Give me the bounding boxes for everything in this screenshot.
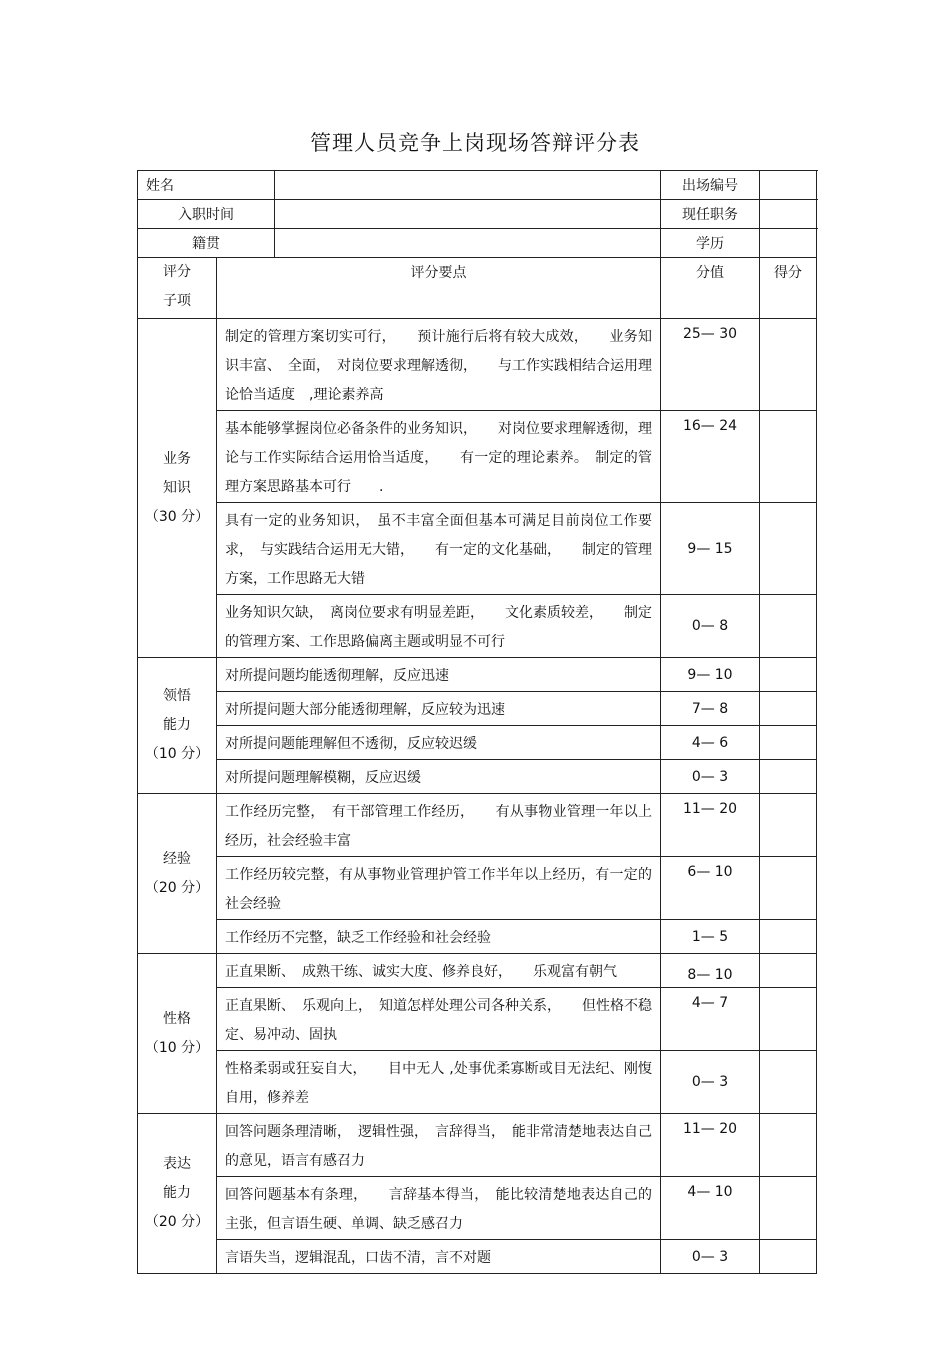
- criteria-description: 对所提问题均能透彻理解，反应迅速: [217, 658, 661, 692]
- score-cell[interactable]: [760, 1114, 817, 1177]
- criteria-row: [138, 954, 817, 988]
- criteria-row: [138, 411, 817, 503]
- info-row-origin: [138, 229, 817, 258]
- order-label: 出场编号: [661, 171, 760, 200]
- category-label-line: 表达: [163, 1156, 191, 1172]
- criteria-row: [138, 692, 817, 726]
- category-label-line: 能力: [163, 1185, 191, 1201]
- criteria-description: 言语失当，逻辑混乱，口齿不清，言不对题: [217, 1240, 661, 1274]
- category-label-line: （30 分）: [144, 508, 210, 525]
- category-expression: [138, 1114, 217, 1274]
- score-cell[interactable]: [760, 920, 817, 954]
- category-label-line: 知识: [163, 479, 191, 496]
- criteria-description: 工作经历不完整，缺乏工作经验和社会经验: [217, 920, 661, 954]
- score-cell[interactable]: [760, 988, 817, 1051]
- points-range: 9— 10: [661, 658, 760, 692]
- category-label-line: 业务: [163, 450, 191, 467]
- points-range: 0— 8: [661, 595, 760, 658]
- scoring-table: [137, 170, 817, 1274]
- score-cell[interactable]: [760, 692, 817, 726]
- points-range: 0— 3: [661, 1240, 760, 1274]
- category-business: [138, 319, 217, 658]
- header-points: 分值: [661, 258, 760, 319]
- position-field[interactable]: [760, 200, 817, 229]
- criteria-row: [138, 920, 817, 954]
- criteria-row: [138, 1051, 817, 1114]
- score-cell[interactable]: [760, 503, 817, 595]
- criteria-row: [138, 1177, 817, 1240]
- criteria-row: [138, 1240, 817, 1274]
- criteria-description: 具有一定的业务知识， 虽不丰富全面但基本可满足目前岗位工作要求， 与实践结合运用无大错， 有一定的文化基础， 制定的管理方案，工作思路无大错: [217, 503, 661, 595]
- info-row-join: [138, 200, 817, 229]
- info-row-name: [138, 171, 817, 200]
- criteria-description: 基本能够掌握岗位必备条件的业务知识， 对岗位要求理解透彻，理论与工作实际结合运用恰当适度， 有一定的理论素养。 制定的管理方案思路基本可行 .: [217, 411, 661, 503]
- category-experience: [138, 794, 217, 954]
- points-range: 25— 30: [661, 319, 760, 411]
- criteria-description: 工作经历完整， 有干部管理工作经历， 有从事物业管理一年以上经历，社会经验丰富: [217, 794, 661, 857]
- category-label-line: 经验: [163, 850, 191, 867]
- score-cell[interactable]: [760, 726, 817, 760]
- category-label-line: 领悟: [163, 688, 191, 704]
- criteria-row: [138, 988, 817, 1051]
- category-label-line: 性格: [163, 1010, 191, 1027]
- criteria-description: 回答问题基本有条理， 言辞基本得当， 能比较清楚地表达自己的主张，但言语生硬、单调、缺乏感召力: [217, 1177, 661, 1240]
- category-label-line: （20 分）: [144, 1214, 210, 1230]
- points-range: 9— 15: [661, 503, 760, 595]
- points-range: 0— 3: [661, 1051, 760, 1114]
- category-label-line: （20 分）: [144, 879, 210, 896]
- criteria-row: [138, 1114, 817, 1177]
- points-range: 1— 5: [661, 920, 760, 954]
- points-range: 8— 10: [661, 954, 760, 988]
- criteria-row: [138, 319, 817, 411]
- points-range: 4— 7: [661, 988, 760, 1051]
- criteria-description: 正直果断、 成熟干练、诚实大度、修养良好， 乐观富有朝气: [217, 954, 661, 988]
- points-range: 16— 24: [661, 411, 760, 503]
- category-comprehension: [138, 658, 217, 794]
- header-item-line1: 评分: [163, 264, 191, 280]
- criteria-description: 制定的管理方案切实可行， 预计施行后将有较大成效， 业务知识丰富、 全面， 对岗位要求理解透彻， 与工作实践相结合运用理论恰当适度 ,理论素养高: [217, 319, 661, 411]
- points-range: 4— 6: [661, 726, 760, 760]
- score-cell[interactable]: [760, 857, 817, 920]
- criteria-description: 性格柔弱或狂妄自大， 目中无人 ,处事优柔寡断或目无法纪、刚愎自用，修养差: [217, 1051, 661, 1114]
- score-cell[interactable]: [760, 760, 817, 794]
- points-range: 6— 10: [661, 857, 760, 920]
- header-item-line2: 子项: [163, 293, 191, 309]
- points-range: 11— 20: [661, 1114, 760, 1177]
- score-cell[interactable]: [760, 1051, 817, 1114]
- criteria-description: 对所提问题理解模糊，反应迟缓: [217, 760, 661, 794]
- form-title: 管理人员竞争上岗现场答辩评分表: [310, 131, 640, 155]
- criteria-description: 正直果断、 乐观向上， 知道怎样处理公司各种关系， 但性格不稳定、易冲动、固执: [217, 988, 661, 1051]
- score-cell[interactable]: [760, 595, 817, 658]
- score-cell[interactable]: [760, 1240, 817, 1274]
- name-label: 姓名: [138, 171, 275, 200]
- points-range: 0— 3: [661, 760, 760, 794]
- score-cell[interactable]: [760, 1177, 817, 1240]
- category-label-line: （10 分）: [144, 1039, 210, 1056]
- score-cell[interactable]: [760, 658, 817, 692]
- join-label: 入职时间: [138, 200, 275, 229]
- criteria-description: 回答问题条理清晰， 逻辑性强， 言辞得当， 能非常清楚地表达自己的意见，语言有感召力: [217, 1114, 661, 1177]
- criteria-row: [138, 595, 817, 658]
- edu-label: 学历: [661, 229, 760, 258]
- points-range: 4— 10: [661, 1177, 760, 1240]
- score-cell[interactable]: [760, 794, 817, 857]
- criteria-row: [138, 658, 817, 692]
- criteria-row: [138, 726, 817, 760]
- edu-field[interactable]: [760, 229, 817, 258]
- criteria-row: [138, 760, 817, 794]
- score-cell[interactable]: [760, 319, 817, 411]
- score-cell[interactable]: [760, 411, 817, 503]
- position-label: 现任职务: [661, 200, 760, 229]
- points-range: 11— 20: [661, 794, 760, 857]
- order-field[interactable]: [760, 171, 817, 200]
- origin-label: 籍贯: [138, 229, 275, 258]
- header-item: [138, 258, 217, 319]
- criteria-row: [138, 857, 817, 920]
- name-field[interactable]: [275, 171, 661, 200]
- header-key: 评分要点: [217, 258, 661, 319]
- criteria-row: [138, 794, 817, 857]
- header-row: [138, 258, 817, 319]
- criteria-description: 对所提问题大部分能透彻理解，反应较为迅速: [217, 692, 661, 726]
- category-label-line: 能力: [163, 717, 191, 733]
- category-label-line: （10 分）: [144, 746, 210, 762]
- category-character: [138, 954, 217, 1114]
- origin-field[interactable]: [275, 229, 661, 258]
- score-cell[interactable]: [760, 954, 817, 988]
- criteria-description: 业务知识欠缺， 离岗位要求有明显差距， 文化素质较差， 制定的管理方案、工作思路偏离主题或明显不可行: [217, 595, 661, 658]
- points-range: 7— 8: [661, 692, 760, 726]
- criteria-row: [138, 503, 817, 595]
- criteria-description: 对所提问题能理解但不透彻，反应较迟缓: [217, 726, 661, 760]
- join-field[interactable]: [275, 200, 661, 229]
- criteria-description: 工作经历较完整，有从事物业管理护管工作半年以上经历，有一定的社会经验: [217, 857, 661, 920]
- header-score: 得分: [760, 258, 817, 319]
